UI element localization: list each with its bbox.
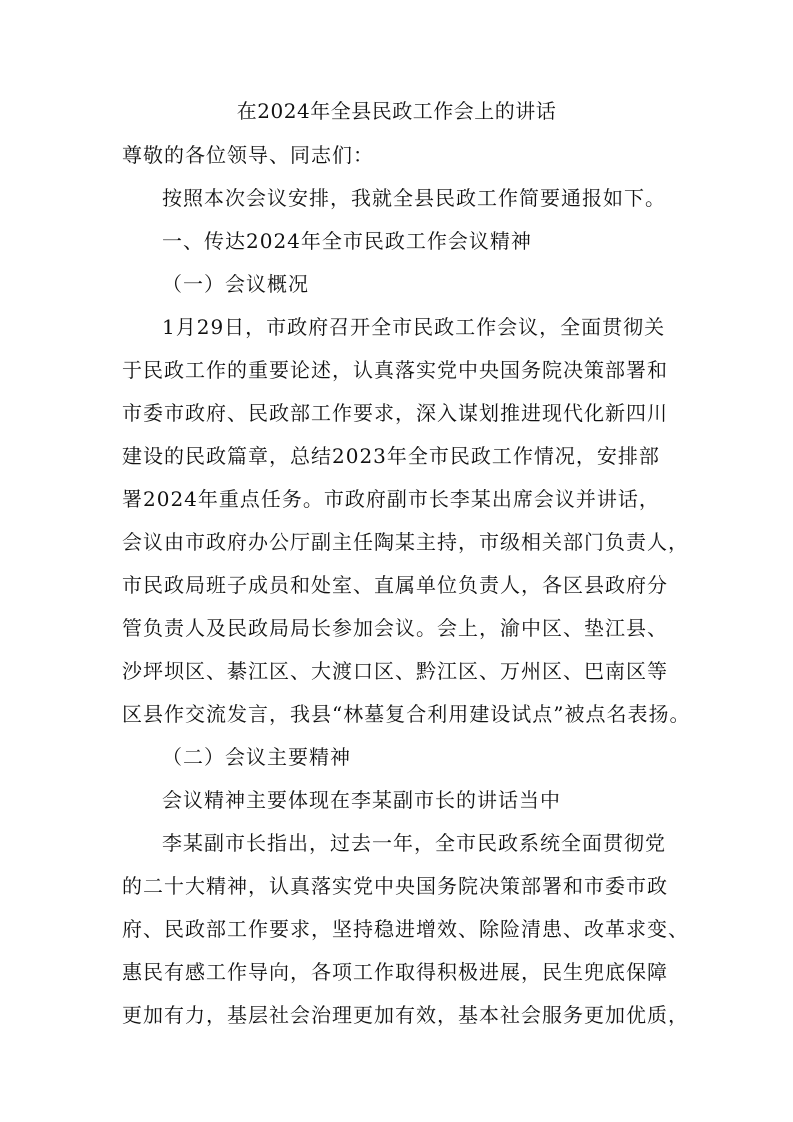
paragraph-line: 惠民有感工作导向，各项工作取得积极进展，民生兜底保障 (122, 960, 668, 984)
subsection-heading: （一）会议概况 (162, 272, 309, 296)
paragraph-line: 会议由市政府办公厅副主任陶某主持，市级相关部门负责人， (122, 530, 689, 554)
paragraph-line: 沙坪坝区、綦江区、大渡口区、黔江区、万州区、巴南区等 (122, 659, 668, 683)
paragraph-line: 府、民政部工作要求，坚持稳进增效、除险清患、改革求变、 (122, 917, 689, 941)
paragraph-line: 于民政工作的重要论述，认真落实党中央国务院决策部署和 (122, 358, 668, 382)
paragraph-line: 李某副市长指出，过去一年，全市民政系统全面贯彻党 (162, 831, 666, 855)
paragraph-line: 按照本次会议安排，我就全县民政工作简要通报如下。 (162, 186, 666, 210)
paragraph-line: 区县作交流发言，我县“林墓复合利用建设试点”被点名表扬。 (122, 702, 691, 726)
paragraph-line: 会议精神主要体现在李某副市长的讲话当中 (162, 788, 561, 812)
paragraph-line: 署2024年重点任务。市政府副市长李某出席会议并讲话， (122, 487, 660, 511)
paragraph-line: 1月29日，市政府召开全市民政工作会议，全面贯彻关 (162, 315, 666, 339)
paragraph-line: 市民政局班子成员和处室、直属单位负责人，各区县政府分 (122, 573, 668, 597)
paragraph-line: 更加有力，基层社会治理更加有效，基本社会服务更加优质， (122, 1003, 689, 1027)
section-heading: 一、传达2024年全市民政工作会议精神 (162, 229, 532, 253)
paragraph-line: 的二十大精神，认真落实党中央国务院决策部署和市委市政 (122, 874, 668, 898)
subsection-heading: （二）会议主要精神 (162, 745, 351, 769)
paragraph-line: 建设的民政篇章，总结2023年全市民政工作情况，安排部 (122, 444, 660, 468)
paragraph-line: 管负责人及民政局局长参加会议。会上，渝中区、垫江县、 (122, 616, 668, 640)
salutation: 尊敬的各位领导、同志们： (122, 143, 374, 167)
paragraph-line: 市委市政府、民政部工作要求，深入谋划推进现代化新四川 (122, 401, 668, 425)
document-title: 在2024年全县民政工作会上的讲话 (236, 99, 557, 123)
